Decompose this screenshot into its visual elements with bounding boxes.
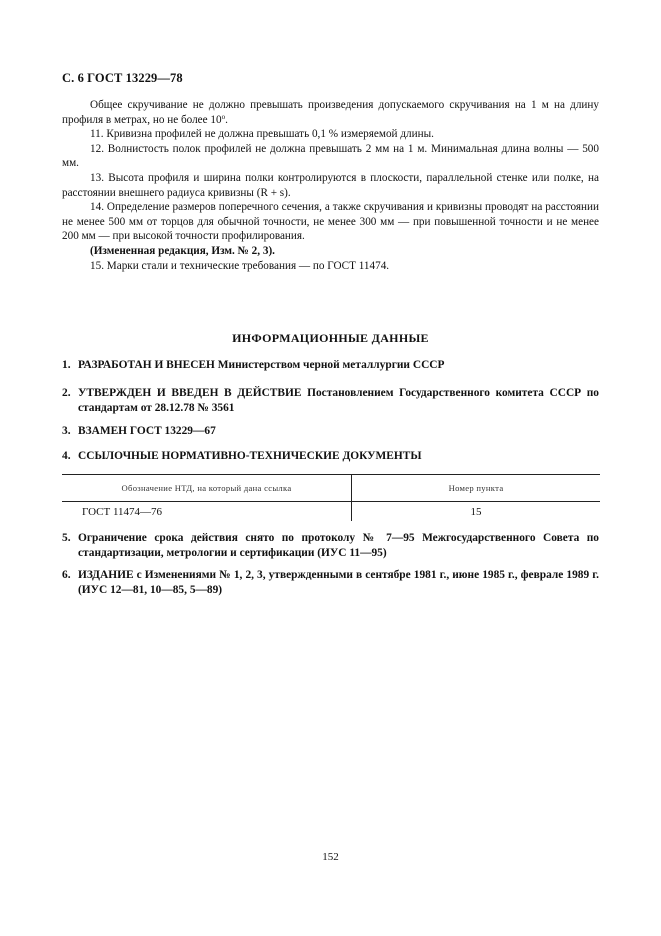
info-item-text: с Изменениями № 1, 2, 3, утвержденными в сентябре 1981 г., июне 1985 г., феврале 1989 г. (ИУС 12—81, 10—85, 5—89) — [78, 569, 599, 596]
info-section-title: ИНФОРМАЦИОННЫЕ ДАННЫЕ — [232, 331, 429, 345]
paragraph-torsion — [62, 98, 599, 127]
info-item-text: Ограничение срока действия снято по протоколу № 7—95 Межгосударственного Совета по стандартизации, метрологии и сертификации (ИУС 11—95) — [78, 532, 599, 559]
body-text — [62, 98, 599, 273]
table-cell-clause: 15 — [470, 505, 482, 518]
info-item-number: 2. — [62, 387, 71, 399]
paragraph-torsion-text: Общее скручивание не должно превышать произведения допускаемого скручивания на 1 м на длину профиля в метрах, но не более 10 — [62, 99, 599, 126]
table-header-clause: Номер пункта — [352, 475, 601, 502]
info-item-number: 1. — [62, 359, 71, 371]
paragraph-13: 13. Высота профиля и ширина полки контролируются в плоскости, параллельной стенке или полке, на расстоянии внешнего радиуса кривизны (R + s). — [62, 171, 599, 199]
reference-documents-table — [62, 474, 600, 521]
page-header: С. 6 ГОСТ 13229—78 — [62, 71, 183, 85]
info-item-references — [62, 449, 599, 464]
paragraph-11: 11. Кривизна профилей не должна превышать 0,1 % измеряемой длины. — [90, 128, 434, 141]
info-item-replaces — [62, 424, 599, 439]
paragraph-torsion-end: . — [225, 113, 228, 126]
info-item-number: 4. — [62, 450, 71, 462]
info-item-heading: ССЫЛОЧНЫЕ НОРМАТИВНО-ТЕХНИЧЕСКИЕ ДОКУМЕНТЫ — [78, 450, 422, 462]
paragraph-12: 12. Волнистость полок профилей не должна превышать 2 мм на 1 м. Минимальная длина волны — 500 мм. — [62, 142, 599, 170]
info-item-text: Постановлением Государственного комитета СССР по стандартам от 28.12.78 № 3561 — [78, 387, 600, 414]
degree-superscript: о — [221, 112, 226, 121]
info-item-heading: РАЗРАБОТАН И ВНЕСЕН — [78, 359, 215, 371]
edition-note: (Измененная редакция, Изм. № 2, 3). — [90, 244, 275, 257]
table-header-designation: Обозначение НТД, на который дана ссылка — [62, 475, 352, 502]
info-item-validity — [62, 531, 599, 560]
table-row — [62, 502, 600, 522]
info-item-heading: УТВЕРЖДЕН И ВВЕДЕН В ДЕЙСТВИЕ — [78, 387, 302, 399]
paragraph-15: 15. Марки стали и технические требования — по ГОСТ 11474. — [90, 259, 390, 272]
info-item-approved — [62, 386, 599, 415]
info-item-text: Министерством черной металлургии СССР — [217, 359, 445, 371]
page-number: 152 — [322, 851, 339, 863]
table-header-row — [62, 475, 600, 502]
info-item-number: 5. — [62, 532, 71, 544]
info-item-developed — [62, 358, 599, 373]
paragraph-14: 14. Определение размеров поперечного сечения, а также скручивания и кривизны проводят на расстоянии не менее 500 мм от торцов для обычной точности, не менее 300 мм — при повышенной точности и не менее 200 мм — при высокой точности профилирования. — [62, 201, 599, 243]
info-item-heading: ИЗДАНИЕ — [78, 569, 134, 581]
info-item-edition — [62, 568, 599, 597]
info-item-number: 3. — [62, 425, 71, 437]
info-item-heading: ВЗАМЕН ГОСТ 13229—67 — [78, 425, 216, 437]
info-item-number: 6. — [62, 569, 71, 581]
table-cell-designation: ГОСТ 11474—76 — [62, 502, 352, 522]
